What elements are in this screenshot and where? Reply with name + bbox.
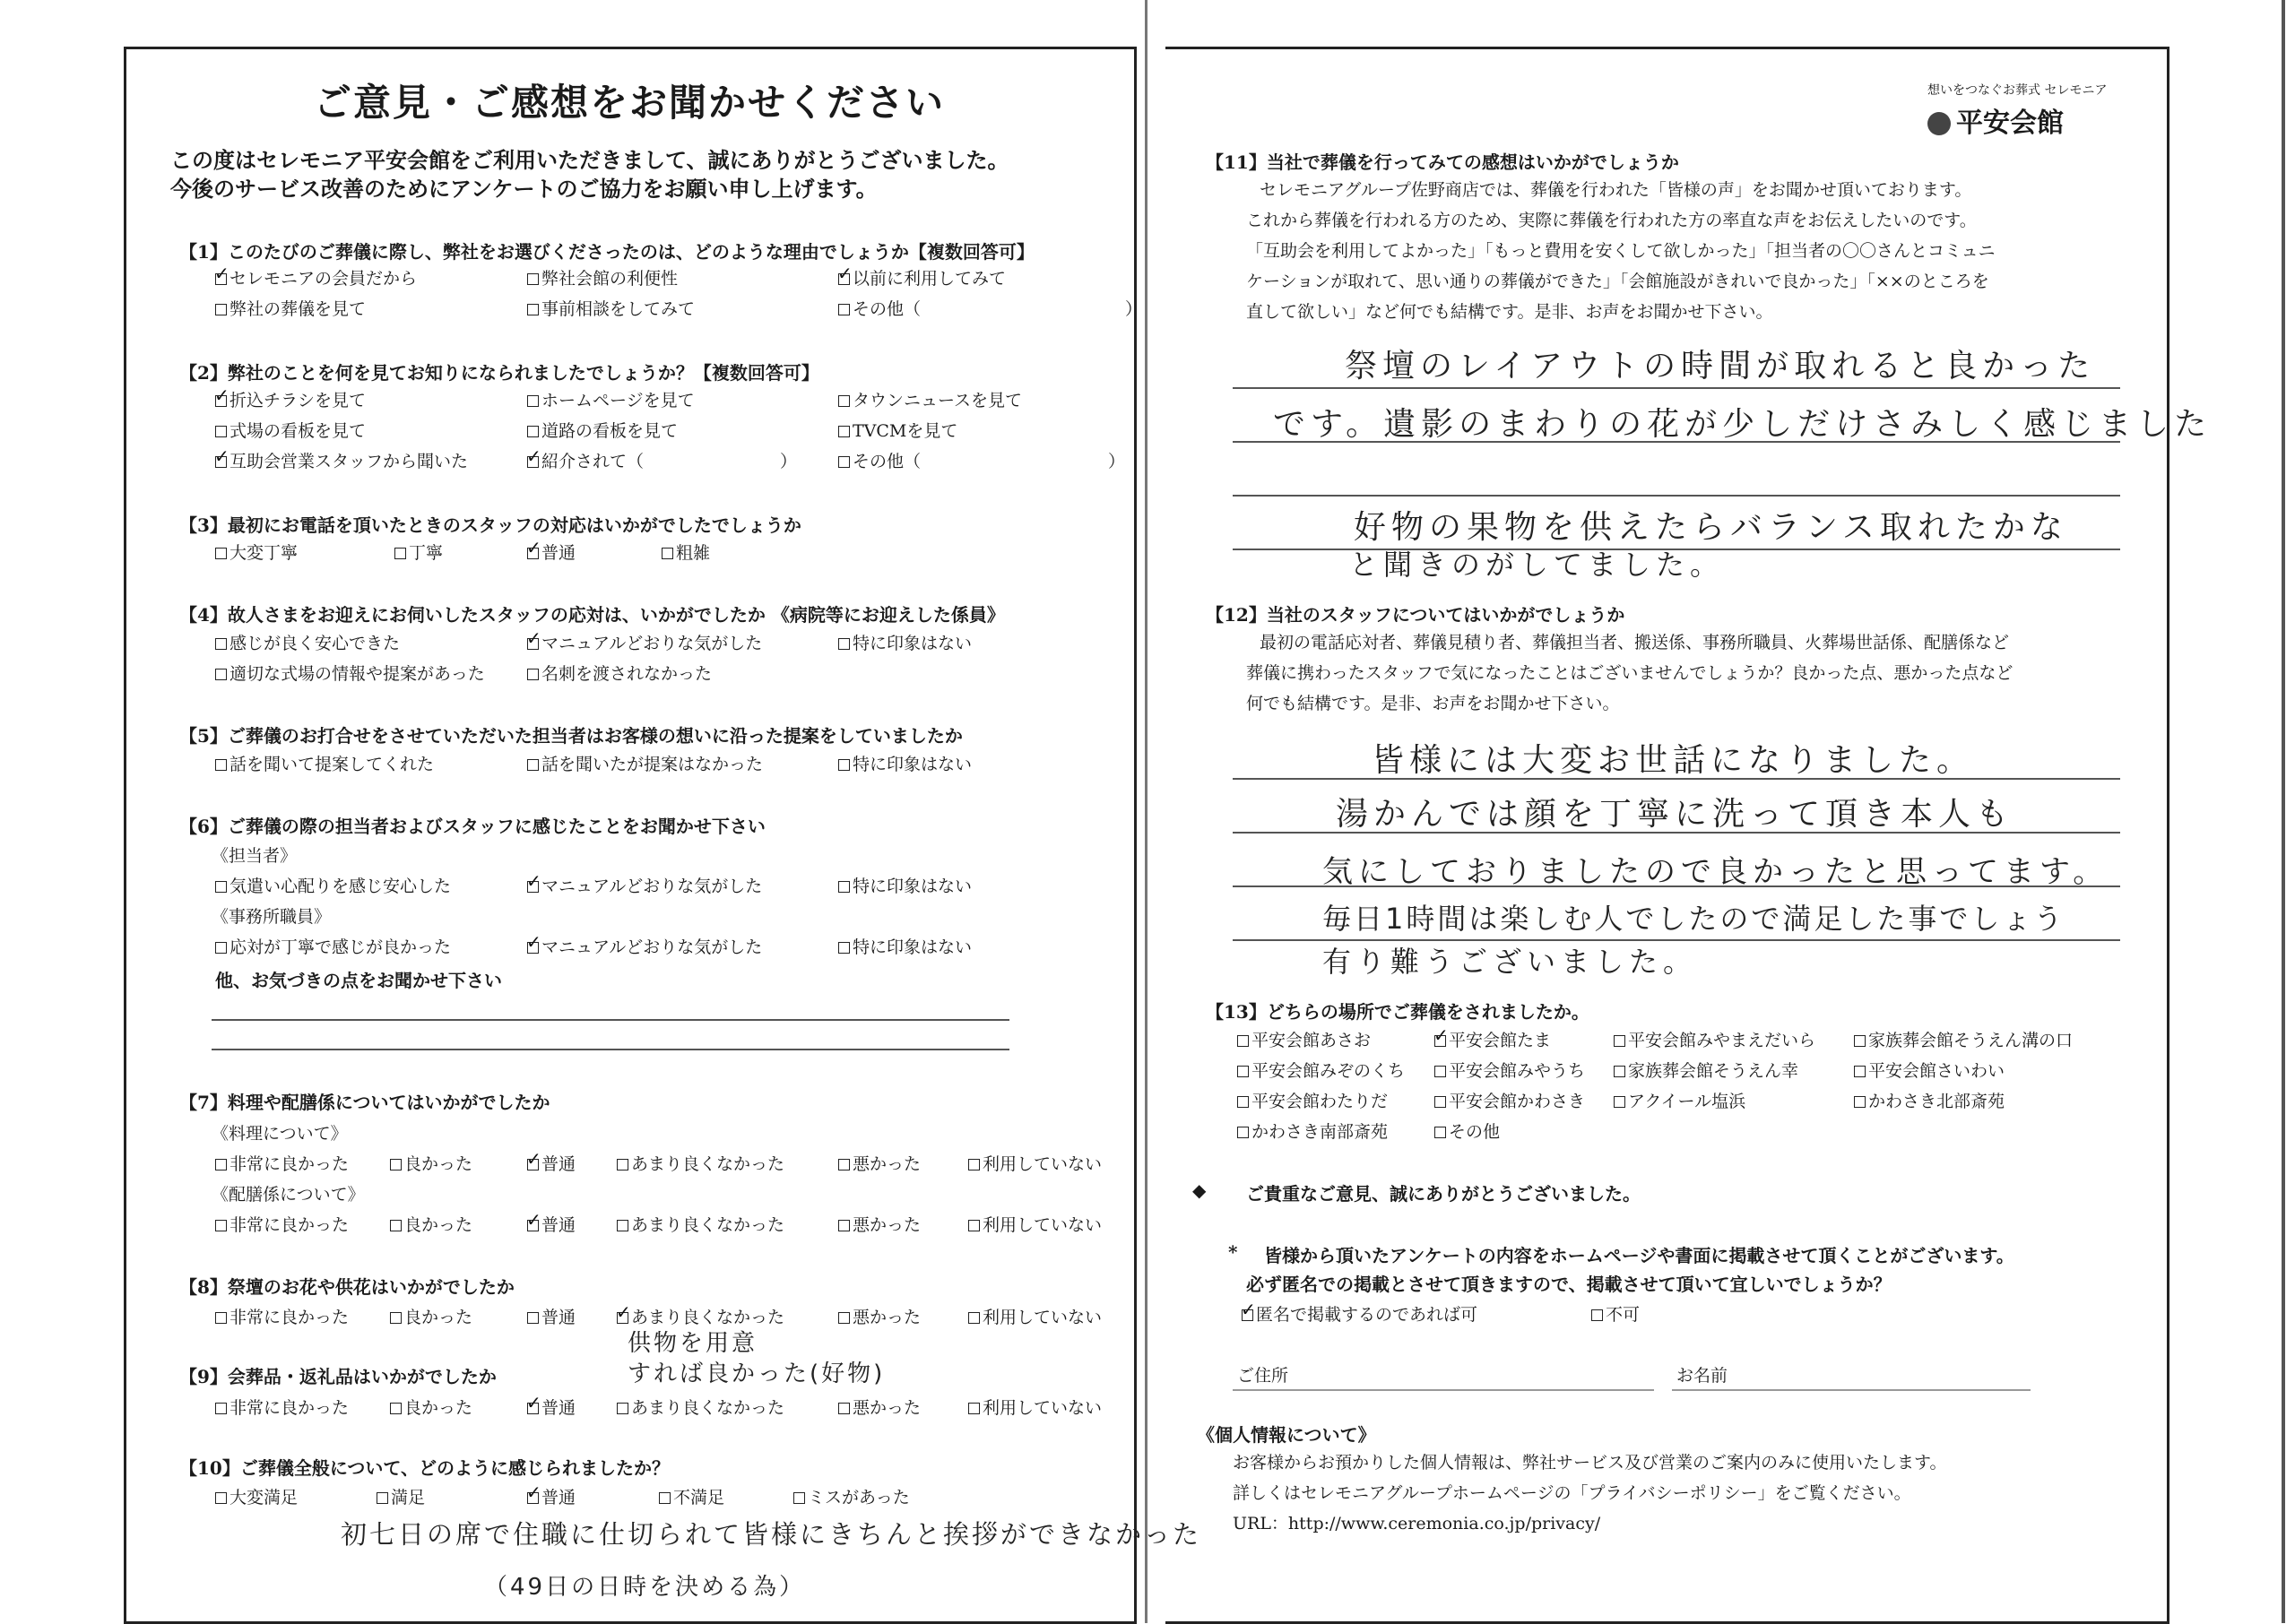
radio[interactable] (659, 1492, 671, 1504)
checkbox[interactable] (215, 759, 227, 771)
handwritten-q11-line-3: 好物の果物を供えたらバランス取れたかな (1354, 509, 2068, 546)
checkbox[interactable] (215, 638, 227, 650)
radio[interactable] (838, 1403, 850, 1414)
handwritten-q11-line-2: です。遺影のまわりの花が少しだけさみしく感じました (1273, 406, 2213, 443)
q4-option[interactable]: 名刺を渡されなかった (527, 661, 712, 685)
handwritten-q10-line-2: （49日の日時を決める為） (484, 1574, 806, 1601)
q9-label: 【9】会葬品・返礼品はいかがでしたか (179, 1366, 497, 1387)
q7b-option[interactable]: 利用していない (968, 1212, 1102, 1236)
radio[interactable] (1614, 1066, 1625, 1077)
radio[interactable] (215, 548, 227, 559)
q11-text-3: 「互助会を利用してよかった」「もっと費用を安くして欲しかった」「担当者の〇〇さんとコミュニ (1246, 241, 1996, 261)
q10-option[interactable]: ✓ 普通 (527, 1484, 576, 1508)
q7a-option[interactable]: 非常に良かった (215, 1151, 349, 1175)
checkbox[interactable] (527, 395, 539, 407)
q4-label: 【4】故人さまをお迎えにお伺いしたスタッフの応対は、いかがでしたか 《病院等にお迎えした係員》 (179, 604, 1005, 626)
q9-option[interactable]: あまり良くなかった (617, 1395, 784, 1419)
publish-option-no[interactable]: 不可 (1591, 1301, 1640, 1326)
q7-sub-service: 《配膳係について》 (212, 1185, 365, 1205)
q6-option[interactable]: 特に印象はない (838, 934, 972, 958)
radio-checked[interactable] (1434, 1035, 1446, 1047)
checkbox[interactable] (215, 669, 227, 680)
q4-option[interactable]: ✓ マニュアルどおりな気がした (527, 630, 762, 654)
q8-label: 【8】祭壇のお花や供花はいかがでしたか (179, 1276, 515, 1298)
checkbox[interactable] (838, 881, 850, 893)
radio-checked[interactable] (617, 1312, 628, 1324)
q5-label: 【5】ご葬儀のお打合せをさせていただいた担当者はお客様の想いに沿った提案をしていましたか (179, 725, 963, 747)
radio[interactable] (1854, 1066, 1866, 1077)
radio[interactable] (617, 1403, 628, 1414)
radio[interactable] (527, 1312, 539, 1324)
radio[interactable] (617, 1159, 628, 1170)
q1-option[interactable]: 弊社の葬儀を見て (215, 296, 366, 320)
scan-fold-line (1145, 0, 1148, 1623)
checkbox[interactable] (527, 273, 539, 285)
handwritten-q12-line-3: 気にしておりましたので良かったと思ってます。 (1322, 854, 2109, 890)
q13-option[interactable]: 平安会館あさお (1237, 1027, 1371, 1051)
q8-option[interactable]: 普通 (527, 1304, 576, 1328)
q9-option[interactable]: 非常に良かった (215, 1395, 349, 1419)
handwritten-q12-line-1: 皆様には大変お世話になりました。 (1372, 742, 1975, 779)
radio[interactable] (1237, 1096, 1249, 1108)
checkbox[interactable] (838, 942, 850, 954)
radio[interactable] (1614, 1096, 1625, 1108)
publish-text-2: 必ず匿名での掲載とさせて頂きますので、掲載させて頂いて宜しいでしょうか？ (1246, 1274, 1892, 1295)
q7a-option[interactable]: 悪かった (838, 1151, 921, 1175)
q7b-option[interactable]: 非常に良かった (215, 1212, 349, 1236)
radio-checked[interactable] (527, 1403, 539, 1414)
handwritten-q10-line-1: 初七日の席で住職に仕切られて皆様にきちんと挨拶ができなかった (341, 1519, 1202, 1550)
handwritten-q8-line-1: 供物を用意 (628, 1330, 758, 1357)
checkbox[interactable] (838, 456, 850, 468)
q7b-option[interactable]: 悪かった (838, 1212, 921, 1236)
q13-option[interactable]: その他 (1434, 1119, 1500, 1143)
checkbox[interactable] (838, 638, 850, 650)
q1-option[interactable]: ✓セレモニアの会員だから (215, 265, 417, 289)
checkbox[interactable] (527, 304, 539, 315)
q7-sub-food: 《料理について》 (212, 1124, 348, 1144)
q13-option[interactable]: かわさき北部斎苑 (1854, 1088, 2005, 1112)
checkbox-checked[interactable] (527, 881, 539, 893)
q7-label: 【7】料理や配膳係についてはいかがでしたか (179, 1092, 550, 1113)
answer-line (1233, 495, 2120, 497)
checkbox[interactable] (838, 304, 850, 315)
q3-option[interactable]: 粗雑 (662, 540, 710, 564)
q13-option[interactable]: 平安会館みやうち (1434, 1058, 1585, 1082)
answer-line (1233, 387, 2120, 389)
q2-option[interactable]: ✓折込チラシを見て (215, 387, 366, 411)
radio[interactable] (1614, 1035, 1625, 1047)
checkbox[interactable] (527, 759, 539, 771)
radio[interactable] (1854, 1035, 1866, 1047)
radio[interactable] (394, 548, 406, 559)
q6-label: 【6】ご葬儀の際の担当者およびスタッフに感じたことをお聞かせ下さい (179, 816, 766, 837)
radio[interactable] (215, 1403, 227, 1414)
handwritten-q12-line-5: 有り難うございました。 (1322, 945, 1698, 979)
radio-checked[interactable] (527, 1159, 539, 1170)
q13-option[interactable]: 平安会館さいわい (1854, 1058, 2005, 1082)
diamond-icon: ◆ (1192, 1179, 1207, 1201)
q12-label: 【12】当社のスタッフについてはいかがでしょうか (1206, 604, 1625, 626)
answer-line (212, 1019, 1009, 1021)
scan-edge-line (2282, 0, 2285, 1623)
q6-other-label: 他、お気づきの点をお聞かせ下さい (215, 970, 502, 991)
checkbox[interactable] (527, 669, 539, 680)
q5-option[interactable]: 特に印象はない (838, 751, 972, 775)
checkbox-checked[interactable] (527, 942, 539, 954)
q11-text-4: ケーションが取れて、思い通りの葬儀ができた」「会館施設がきれいで良かった」「××のところを (1246, 272, 1989, 291)
checkbox-checked[interactable] (215, 456, 227, 468)
q2-option[interactable]: その他（ ） (838, 448, 1125, 472)
q13-option[interactable]: アクイール塩浜 (1614, 1088, 1745, 1112)
checkbox-checked[interactable] (215, 273, 227, 285)
q9-option[interactable]: 悪かった (838, 1395, 921, 1419)
logo-tagline: 想いをつなぐお葬式 セレモニア (1927, 83, 2108, 98)
q2-option[interactable]: 式場の看板を見て (215, 418, 366, 442)
q7a-option[interactable]: 利用していない (968, 1151, 1102, 1175)
q12-text-3: 何でも結構です。是非、お声をお聞かせ下さい。 (1246, 694, 1620, 713)
q2-option[interactable]: 道路の看板を見て (527, 418, 678, 442)
q4-option[interactable]: 感じが良く安心できた (215, 630, 400, 654)
q7b-option[interactable]: あまり良くなかった (617, 1212, 784, 1236)
q3-option[interactable]: 大変丁寧 (215, 540, 298, 564)
q4-option[interactable]: 特に印象はない (838, 630, 972, 654)
q7b-option[interactable]: 良かった (390, 1212, 472, 1236)
radio[interactable] (1434, 1127, 1446, 1138)
q11-label: 【11】当社で葬儀を行ってみての感想はいかがでしょうか (1206, 151, 1679, 173)
checkbox[interactable] (838, 759, 850, 771)
q13-option[interactable]: 家族葬会館そうえん幸 (1614, 1058, 1798, 1082)
privacy-text-2: 詳しくはセレモニアグループホームページの「プライバシーポリシー」をご覧ください。 (1233, 1483, 1911, 1503)
checkbox[interactable] (215, 881, 227, 893)
radio[interactable] (1237, 1127, 1249, 1138)
q8-option[interactable]: 良かった (390, 1304, 472, 1328)
privacy-title: 《個人情報について》 (1197, 1424, 1376, 1446)
q7a-option[interactable]: 良かった (390, 1151, 472, 1175)
q11-text-1: セレモニアグループ佐野商店では、葬儀を行われた「皆様の声」をお聞かせ頂いております。 (1260, 180, 1972, 200)
q2-option[interactable]: タウンニュースを見て (838, 387, 1022, 411)
q1-option[interactable]: 事前相談をしてみて (527, 296, 695, 320)
radio[interactable] (662, 548, 673, 559)
handwritten-q11-line-1: 祭壇のレイアウトの時間が取れると良かった (1345, 348, 2096, 384)
radio[interactable] (390, 1403, 402, 1414)
q8-option[interactable]: 非常に良かった (215, 1304, 349, 1328)
q10-option[interactable]: 不満足 (659, 1484, 724, 1508)
q8-option[interactable]: 利用していない (968, 1304, 1102, 1328)
radio[interactable] (215, 1220, 227, 1231)
q13-option[interactable]: ✓ 平安会館たま (1434, 1027, 1551, 1051)
q9-option[interactable]: ✓ 普通 (527, 1395, 576, 1419)
q13-label: 【13】どちらの場所でご葬儀をされましたか。 (1206, 1001, 1589, 1023)
q1-option[interactable]: ✓ 以前に利用してみて (838, 265, 1006, 289)
checkbox[interactable] (215, 304, 227, 315)
q13-option[interactable]: 平安会館みぞのくち (1237, 1058, 1405, 1082)
radio[interactable] (838, 1312, 850, 1324)
q10-option[interactable]: ミスがあった (793, 1484, 910, 1508)
checkbox-checked[interactable] (527, 456, 539, 468)
q2-label: 【2】弊社のことを何を見てお知りになられましたでしょうか？【複数回答可】 (179, 362, 819, 384)
q10-label: 【10】ご葬儀全般について、どのように感じられましたか？ (179, 1457, 671, 1479)
name-label: お名前 (1676, 1366, 1728, 1386)
q9-option[interactable]: 良かった (390, 1395, 472, 1419)
q13-option[interactable]: 家族葬会館そうえん溝の口 (1854, 1027, 2073, 1051)
radio-checked[interactable] (527, 548, 539, 559)
q13-option[interactable]: かわさき南部斎苑 (1237, 1119, 1388, 1143)
intro-line-1: この度はセレモニア平安会館をご利用いただきまして、誠にありがとうございました。 (170, 147, 1009, 173)
radio[interactable] (838, 1220, 850, 1231)
checkbox-checked[interactable] (215, 395, 227, 407)
address-field[interactable] (1233, 1389, 1654, 1391)
q5-option[interactable]: 話を聞いて提案してくれた (215, 751, 434, 775)
radio[interactable] (968, 1220, 980, 1231)
q13-option[interactable]: 平安会館かわさき (1434, 1088, 1585, 1112)
checkbox[interactable] (1591, 1309, 1603, 1321)
q12-text-2: 葬儀に携わったスタッフで気になったことはございませんでしょうか？良かった点、悪かった点など (1246, 663, 2014, 683)
q2-option[interactable]: ✓互助会営業スタッフから聞いた (215, 448, 468, 472)
handwritten-q8-line-2: すれば良かった(好物) (628, 1361, 886, 1387)
handwritten-q12-line-2: 湯かんでは顔を丁寧に洗って頂き本人も (1336, 796, 2014, 833)
q2-option[interactable]: ✓ 紹介されて（ ） (527, 448, 797, 472)
privacy-text-1: お客様からお預かりした個人情報は、弊社サービス及び営業のご案内のみに使用いたします。 (1233, 1453, 1947, 1473)
checkbox[interactable] (527, 426, 539, 437)
q6-option[interactable]: 気遣い心配りを感じ安心した (215, 873, 451, 897)
q8-option[interactable]: ✓ あまり良くなかった (617, 1304, 784, 1328)
q6-option[interactable]: 応対が丁寧で感じが良かった (215, 934, 451, 958)
q6-sub-office: 《事務所職員》 (212, 907, 332, 927)
answer-line (212, 1049, 1009, 1050)
q13-option[interactable]: 平安会館わたりだ (1237, 1088, 1388, 1112)
q6-option[interactable]: 特に印象はない (838, 873, 972, 897)
checkbox-checked[interactable] (838, 273, 850, 285)
q1-label: 【1】このたびのご葬儀に際し、弊社をお選びくださったのは、どのような理由でしょうか【複数回答可】 (179, 241, 1035, 263)
radio[interactable] (390, 1159, 402, 1170)
name-field[interactable] (1672, 1389, 2031, 1391)
q7b-option[interactable]: ✓ 普通 (527, 1212, 576, 1236)
checkbox-checked[interactable] (527, 638, 539, 650)
q3-label: 【3】最初にお電話を頂いたときのスタッフの対応はいかがでしたでしょうか (179, 514, 801, 536)
checkbox[interactable] (838, 395, 850, 407)
radio-checked[interactable] (527, 1492, 539, 1504)
q5-option[interactable]: 話を聞いたが提案はなかった (527, 751, 763, 775)
q2-option[interactable]: TVCMを見て (838, 418, 957, 442)
radio[interactable] (390, 1312, 402, 1324)
radio[interactable] (1854, 1096, 1866, 1108)
q11-text-2: これから葬儀を行われる方のため、実際に葬儀を行われた方の率直な声をお伝えしたいのです。 (1246, 211, 1977, 230)
q1-option[interactable]: その他（ ） (838, 296, 1142, 320)
handwritten-q12-line-4: 毎日1時間は楽しむ人でしたので満足した事でしょう (1322, 902, 2066, 936)
radio[interactable] (215, 1492, 227, 1504)
radio[interactable] (1434, 1096, 1446, 1108)
radio[interactable] (617, 1220, 628, 1231)
q3-option[interactable]: ✓ 普通 (527, 540, 576, 564)
radio[interactable] (390, 1220, 402, 1231)
q6-sub-tantosha: 《担当者》 (212, 846, 298, 866)
checkbox[interactable] (215, 942, 227, 954)
q11-text-5: 直して欲しい」など何でも結構です。是非、お声をお聞かせ下さい。 (1246, 302, 1773, 322)
q10-option[interactable]: 満足 (377, 1484, 425, 1508)
publish-option-ok[interactable]: ✓匿名で掲載するのであれば可 (1242, 1301, 1477, 1326)
q12-text-1: 最初の電話応対者、葬儀見積り者、葬儀担当者、搬送係、事務所職員、火葬場世話係、配膳係など (1260, 633, 2010, 652)
checkbox[interactable] (215, 426, 227, 437)
radio[interactable] (1237, 1066, 1249, 1077)
radio[interactable] (377, 1492, 388, 1504)
q9-option[interactable]: 利用していない (968, 1395, 1102, 1419)
checkbox[interactable] (838, 426, 850, 437)
radio[interactable] (968, 1312, 980, 1324)
radio[interactable] (215, 1312, 227, 1324)
radio-checked[interactable] (527, 1220, 539, 1231)
logo: 平安会館 (1927, 100, 2064, 140)
q4-option[interactable]: 適切な式場の情報や提案があった (215, 661, 485, 685)
q10-option[interactable]: 大変満足 (215, 1484, 298, 1508)
address-label: ご住所 (1237, 1366, 1289, 1386)
radio[interactable] (968, 1159, 980, 1170)
checkbox-checked[interactable] (1242, 1309, 1253, 1321)
radio[interactable] (1237, 1035, 1249, 1047)
q1-option[interactable]: 弊社会館の利便性 (527, 265, 678, 289)
q3-option[interactable]: 丁寧 (394, 540, 443, 564)
handwritten-q11-line-4: と聞きのがしてました。 (1349, 548, 1725, 582)
q6-option[interactable]: ✓ マニュアルどおりな気がした (527, 873, 762, 897)
q2-option[interactable]: ホームページを見て (527, 387, 695, 411)
q13-option[interactable]: 平安会館みやまえだいら (1614, 1027, 1815, 1051)
thanks-text: ご貴重なご意見、誠にありがとうございました。 (1246, 1183, 1641, 1205)
logo-mark-icon (1927, 112, 1951, 135)
radio[interactable] (1434, 1066, 1446, 1077)
q8-option[interactable]: 悪かった (838, 1304, 921, 1328)
radio[interactable] (215, 1159, 227, 1170)
q6-option[interactable]: ✓ マニュアルどおりな気がした (527, 934, 762, 958)
asterisk-icon: * (1228, 1241, 1238, 1263)
radio[interactable] (968, 1403, 980, 1414)
q7a-option[interactable]: あまり良くなかった (617, 1151, 784, 1175)
intro-line-2: 今後のサービス改善のためにアンケートのご協力をお願い申し上げます。 (170, 176, 878, 202)
privacy-url[interactable]: URL：http://www.ceremonia.co.jp/privacy/ (1233, 1514, 1601, 1533)
radio[interactable] (793, 1492, 805, 1504)
radio[interactable] (838, 1159, 850, 1170)
publish-text-1: 皆様から頂いたアンケートの内容をホームページや書面に掲載させて頂くことがございます。 (1264, 1245, 2014, 1266)
survey-title: ご意見・ご感想をお聞かせください (314, 81, 946, 125)
q7a-option[interactable]: ✓ 普通 (527, 1151, 576, 1175)
